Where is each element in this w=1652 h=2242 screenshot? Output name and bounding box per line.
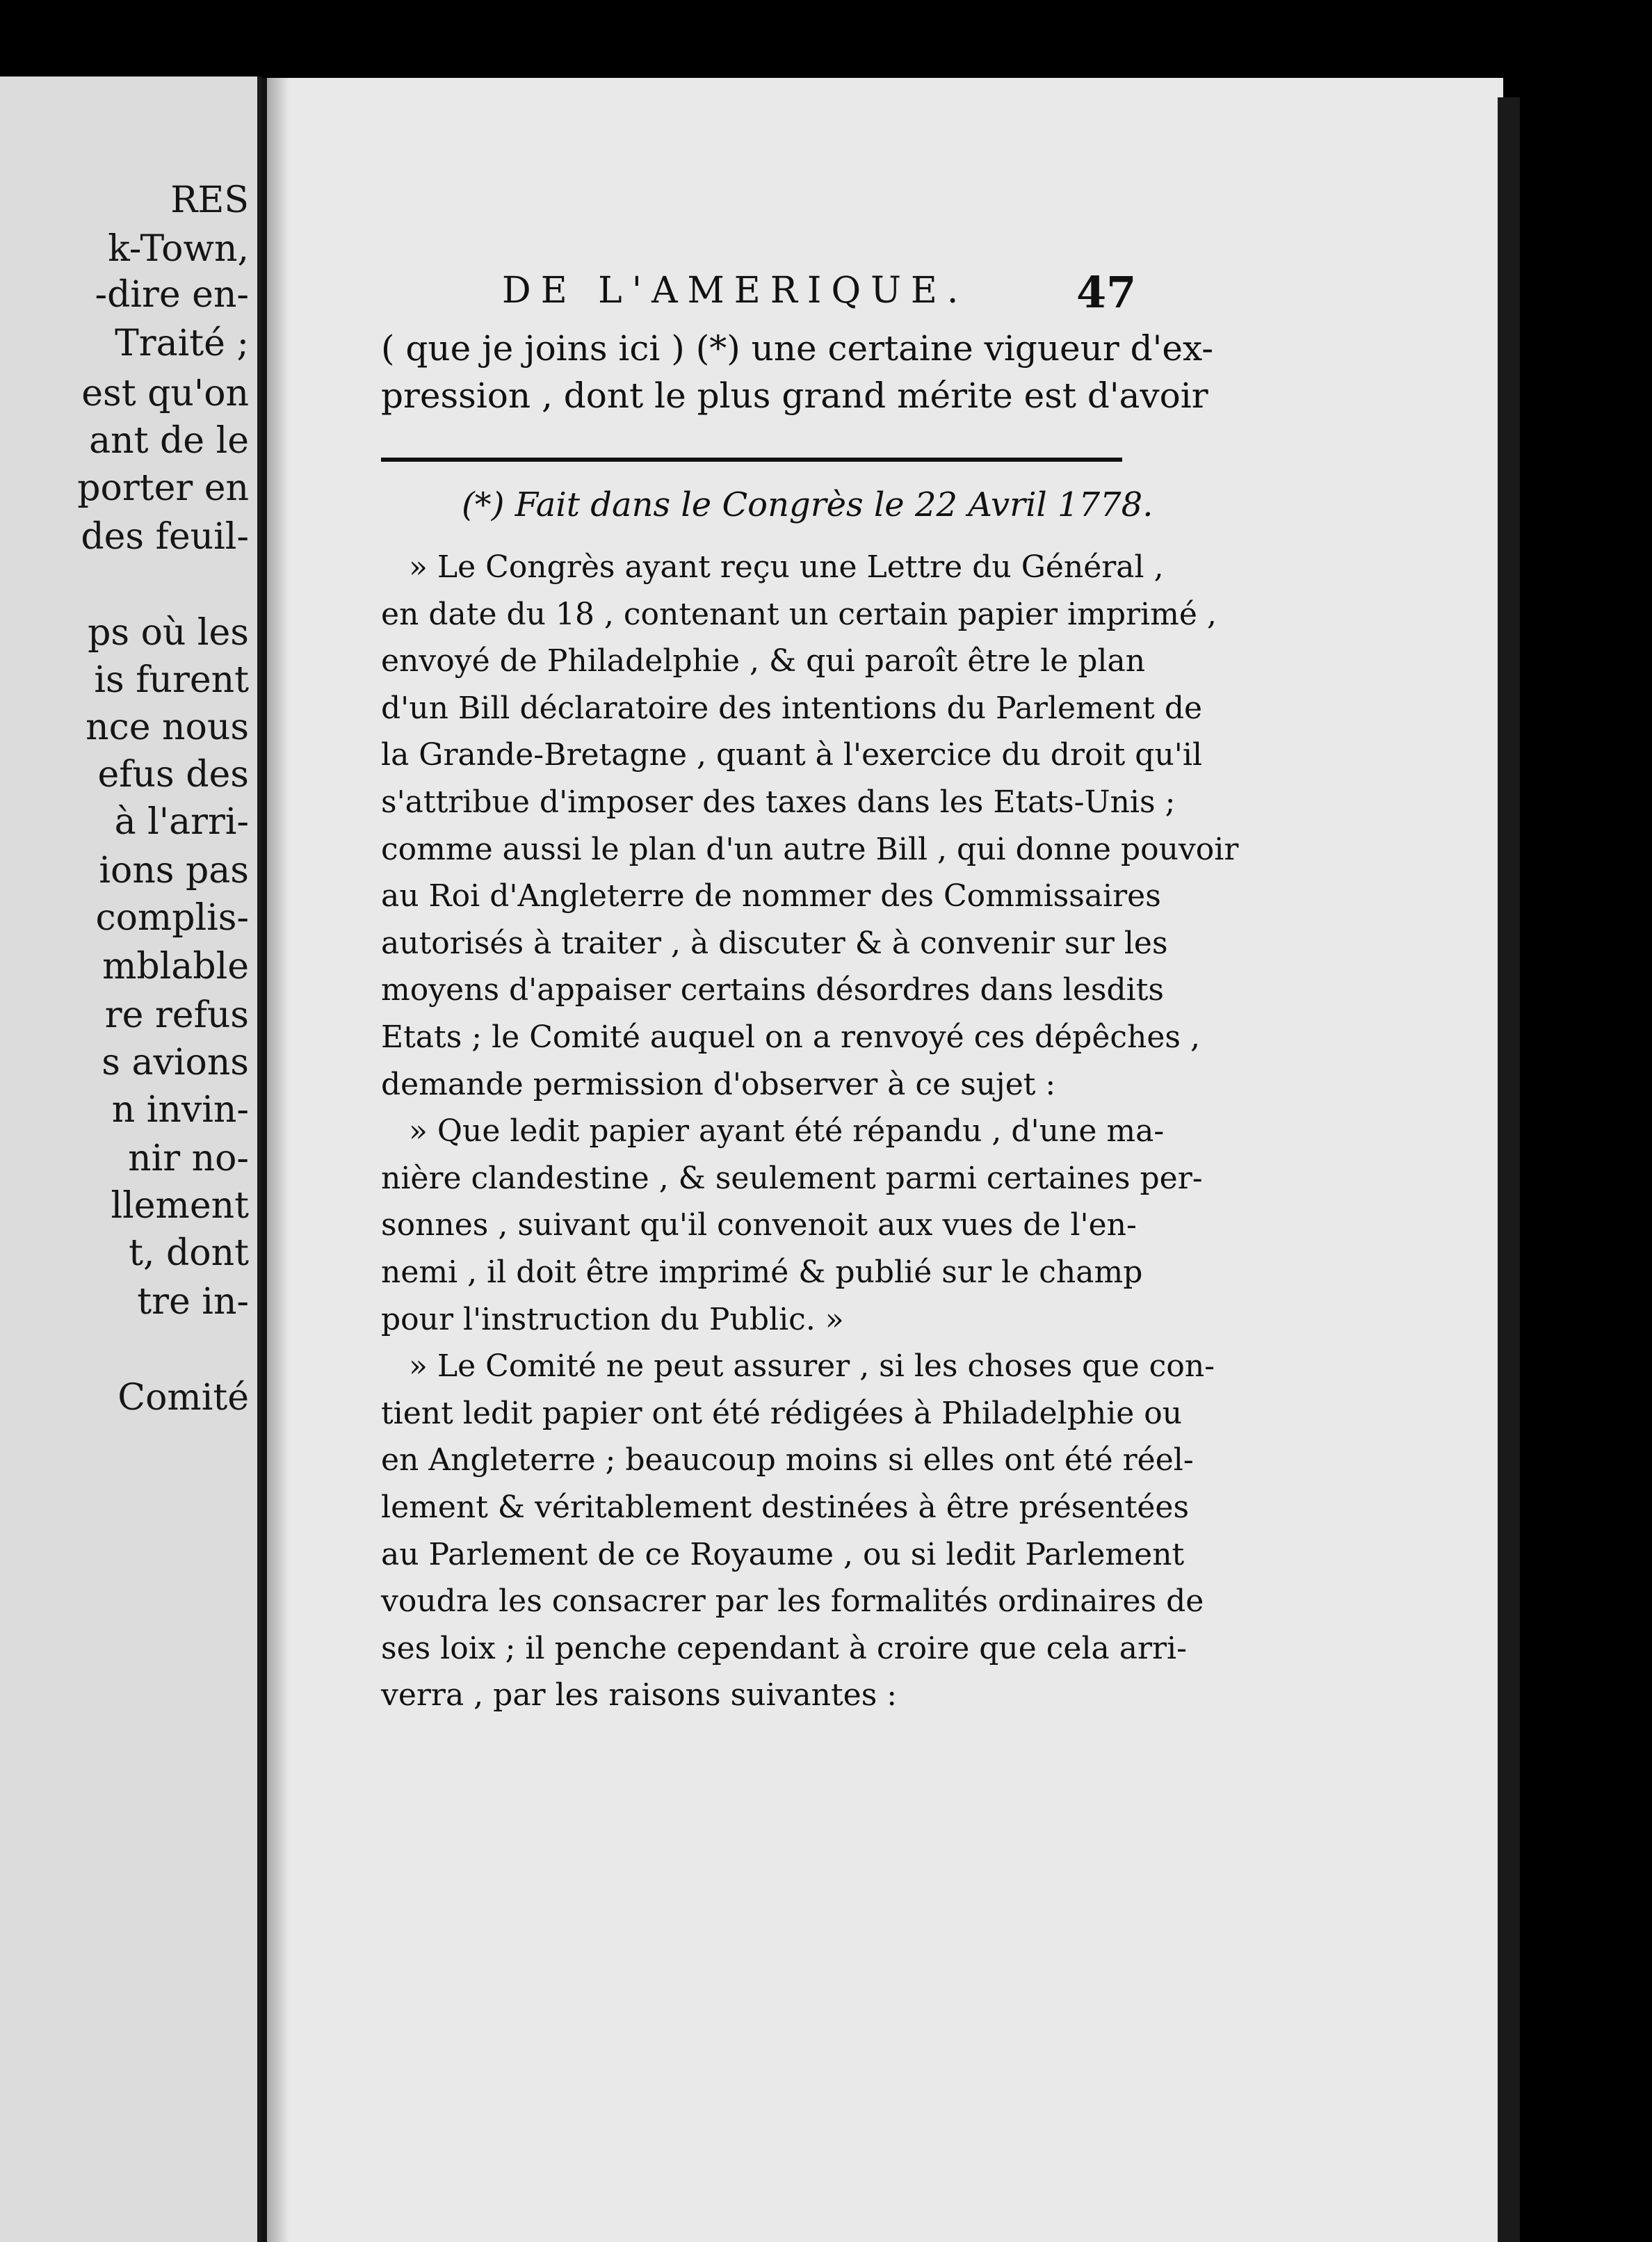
footnote-line: au Parlement de ce Royaume , ou si ledit Parlement (381, 1537, 1185, 1572)
footnote-line: nemi , il doit être imprimé & publié sur le champ (381, 1255, 1143, 1290)
footnote-line: tient ledit papier ont été rédigées à Philadelphie ou (381, 1396, 1183, 1431)
footnote-line: » Que ledit papier ayant été répandu , d'une ma- (409, 1113, 1165, 1149)
previous-page-line: ions pas (99, 850, 249, 892)
footnote-line: » Le Congrès ayant reçu une Lettre du Général , (409, 549, 1164, 585)
footnote-line: la Grande-Bretagne , quant à l'exercice du droit qu'il (381, 737, 1203, 773)
body-line: ( que je joins ici ) (*) une certaine vigueur d'ex- (381, 328, 1214, 369)
footnote-line: au Roi d'Angleterre de nommer des Commissaires (381, 878, 1161, 914)
previous-page-line: k-Town, (108, 228, 249, 270)
footnote-line: » Le Comité ne peut assurer , si les choses que con- (409, 1348, 1215, 1384)
body-line: pression , dont le plus grand mérite est d'avoir (381, 376, 1208, 416)
previous-page-line: is furent (94, 659, 249, 701)
footnote-line: sonnes , suivant qu'il convenoit aux vues de l'en- (381, 1207, 1137, 1243)
previous-page-line: est qu'on (81, 373, 249, 414)
footnote-line: lement & véritablement destinées à être présentées (381, 1490, 1190, 1525)
footnote-line: verra , par les raisons suivantes : (381, 1677, 898, 1713)
footnote-line: pour l'instruction du Public. » (381, 1302, 844, 1337)
footnote-line: comme aussi le plan d'un autre Bill , qui donne pouvoir (381, 832, 1239, 867)
previous-page-line: ps où les (88, 612, 249, 654)
previous-page-line: nir no- (128, 1138, 249, 1179)
footnote-line: nière clandestine , & seulement parmi certaines per- (381, 1161, 1203, 1196)
previous-page-line: mblable (102, 946, 249, 987)
footnote-line: ses loix ; il penche cependant à croire que cela arri- (381, 1631, 1187, 1666)
running-head: DE L'AMERIQUE. (502, 270, 969, 312)
previous-page-line: complis- (95, 897, 249, 939)
page-edge (1498, 97, 1520, 2242)
previous-page-line: tre in- (137, 1281, 249, 1323)
previous-page-fragment (0, 76, 261, 2242)
footnote-line: moyens d'appaiser certains désordres dans lesdits (381, 972, 1164, 1008)
footnote-line: demande permission d'observer à ce sujet : (381, 1067, 1056, 1102)
previous-page-line: n invin- (111, 1089, 249, 1131)
previous-page-line: t, dont (129, 1232, 249, 1274)
previous-page-line: nce nous (86, 707, 249, 748)
previous-page-line: s avions (102, 1042, 249, 1083)
footnote-rule (381, 458, 1122, 462)
footnote-line: s'attribue d'imposer des taxes dans les Etats-Unis ; (381, 784, 1176, 820)
page-number: 47 (1076, 267, 1137, 318)
footnote-title: (*) Fait dans le Congrès le 22 Avril 1778. (462, 485, 1153, 524)
footnote-line: voudra les consacrer par les formalités ordinaires de (381, 1583, 1204, 1619)
footnote-line: envoyé de Philadelphie , & qui paroît être le plan (381, 643, 1146, 679)
previous-page-line: Comité (118, 1377, 249, 1419)
previous-page-line: efus des (97, 754, 249, 796)
previous-page-line: re refus (104, 994, 249, 1036)
footnote-line: autorisés à traiter , à discuter & à convenir sur les (381, 926, 1168, 961)
footnote-line: Etats ; le Comité auquel on a renvoyé ces dépêches , (381, 1019, 1200, 1055)
previous-page-line: Traité ; (115, 323, 249, 364)
previous-page-line: ant de le (89, 420, 249, 462)
previous-page-line: llement (111, 1185, 249, 1227)
previous-page-line: -dire en- (95, 274, 249, 316)
footnote-line: en date du 18 , contenant un certain papier imprimé , (381, 597, 1217, 632)
previous-page-line: à l'arri- (114, 801, 249, 843)
footnote-line: d'un Bill déclaratoire des intentions du Parlement de (381, 691, 1203, 726)
footnote-line: en Angleterre ; beaucoup moins si elles ont été réel- (381, 1442, 1194, 1478)
spine-shadow (261, 78, 289, 2242)
previous-page-line: RES (170, 179, 249, 221)
previous-page-line: porter en (77, 467, 249, 509)
previous-page-line: des feuil- (81, 516, 249, 558)
